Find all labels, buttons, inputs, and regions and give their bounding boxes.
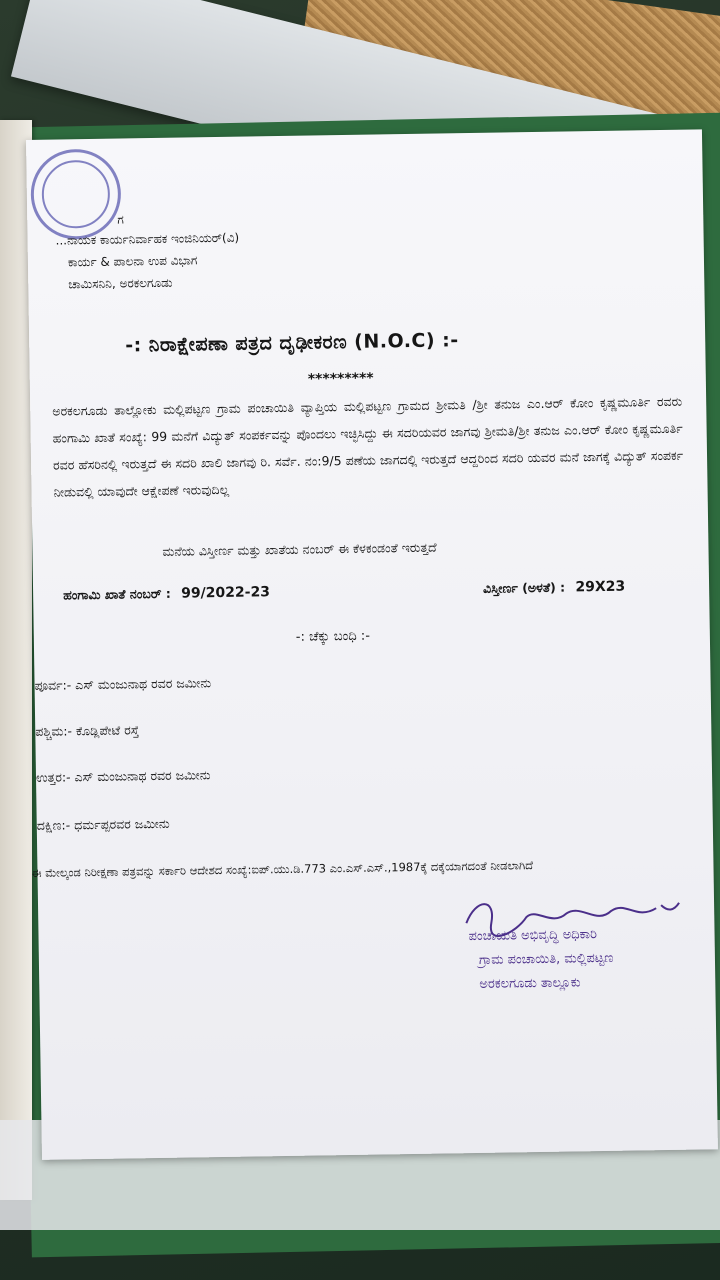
khata-value: 99/2022-23 [181,584,271,602]
body-subline: ಮನೆಯ ವಿಸ್ತೀರ್ಣ ಮತ್ತು ಖಾತೆಯ ನಂಬರ್ ಈ ಕೆಳಕಂಡಂತೆ ಇರುತ್ತದೆ [162,539,437,559]
office-seal-icon [30,149,121,240]
boundary-east: ಪೂರ್ವ:- ಎಸ್ ಮಂಜುನಾಥ ರವರ ಜಮೀನು [34,675,212,693]
area-value: 29X23 [575,578,626,596]
footer-note: ಈ ಮೇಲ್ಕಂಡ ನಿರೀಕ್ಷಣಾ ಪತ್ರವನ್ನು ಸರ್ಕಾರಿ ಆದೇಶದ ಸಂಖ್ಯೆ:ಐಪ್.ಯು.ಡಿ.773 ಎಂ.ಎಸ್.ಎಸ್.,1987ಕ್ಕೆ ದಕ್ಕೆಯಾಗದಂತೆ ನೀಡಲಾಗಿದೆ [31,858,534,881]
document-title: -: ನಿರಾಕ್ಷೇಪಣಾ ಪತ್ರದ ದೃಢೀಕರಣ (N.O.C) :- [125,329,459,357]
boundary-west: ಪಶ್ಚಿಮ:- ಕೊಡ್ಲಿಪೇಟೆ ರಸ್ತೆ [35,722,140,739]
khata-label: ಹಂಗಾಮಿ ಖಾತೆ ನಂಬರ್ : [63,585,171,603]
signature-line-1: ಪಂಚಾಯತಿ ಅಭಿವೃದ್ಧಿ ಅಧಿಕಾರಿ [468,927,598,945]
body-paragraph: ಅರಕಲಗೂಡು ತಾಲ್ಲೋಕು ಮಲ್ಲಿಪಟ್ಟಣ ಗ್ರಾಮ ಪಂಚಾಯಿತಿ ವ್ಯಾಪ್ತಿಯ ಮಲ್ಲಿಪಟ್ಟಣ ಗ್ರಾಮದ ಶ್ರೀಮತಿ /ಶ್ರೀ ತನುಜ ಎಂ.ಆರ್ ಕೋಂ ಕೃಷ್ಣಮೂರ್ತಿ ರವರು ಹಂಗಾಮಿ ಖಾತೆ ಸಂಖ್ಯೆ: 99 ಮನೆಗೆ ವಿದ್ಯುತ್ ಸಂಪರ್ಕವನ್ನು ಪೊಂದಲು ಇಚ್ಛಿಸಿದ್ದು ಈ ಸದರಿಯವರ ಜಾಗವು ಶ್ರೀಮತಿ/ಶ್ರೀ ತನುಜ ಎಂ.ಆರ್ ಕೋಂ ಕೃಷ್ಣಮೂರ್ತಿ ರವರ ಹೆಸರಿನಲ್ಲಿ ಇರುತ್ತದೆ ಈ ಸದರಿ ಖಾಲಿ ಜಾಗವು ರಿ. ಸರ್ವೆ. ನಂ:9/5 ಪಣೆಯ ಜಾಗದಲ್ಲಿ ಇರುತ್ತದೆ ಆದ್ದರಿಂದ ಸದರಿ ಯವರ ಮನೆ ಜಾಗಕ್ಕೆ ವಿದ್ಯುತ್ ಸಂಪರ್ಕ ನೀಡುವಲ್ಲಿ ಯಾವುದೇ ಆಕ್ಷೇಪಣೆ ಇರುವುದಿಲ್ಲ [52,393,684,500]
book-edge [0,120,32,1200]
boundary-south: ದಕ್ಷಿಣ:- ಧರ್ಮಪ್ಪರವರ ಜಮೀನು [36,815,170,833]
boundary-north: ಉತ್ತರ:- ಎಸ್ ಮಂಜುನಾಥ ರವರ ಜಮೀನು [35,767,211,785]
header-line-4: ಚಾಮಿಸನಿನಿ, ಅರಕಲಗೂಡು [68,275,173,292]
signature-line-3: ಅರಕಲಗೂಡು ತಾಲ್ಲೂಕು [479,975,581,992]
noc-document [26,129,718,1159]
details-area [483,579,625,597]
header-line-2: ...ನಾಯಕ ಕಾರ್ಯನಿರ್ವಾಹಕ ಇಂಜಿನಿಯರ್(ವಿ) [55,230,240,248]
area-label: ವಿಸ್ತೀರ್ಣ (ಅಳತೆ) : [482,579,566,596]
header-line-3: ಕಾರ್ಯ & ಪಾಲನಾ ಉಪ ವಿಭಾಗ [67,253,198,270]
title-stars: ********* [307,370,374,388]
header-line-1: ಗ [117,212,124,227]
signature-line-2: ಗ್ರಾಮ ಪಂಚಾಯಿತಿ, ಮಲ್ಲಿಪಟ್ಟಣ [478,950,614,968]
details-khata [63,584,270,603]
boundaries-heading: -: ಚೆಕ್ಕು ಬಂಧಿ :- [295,628,371,645]
